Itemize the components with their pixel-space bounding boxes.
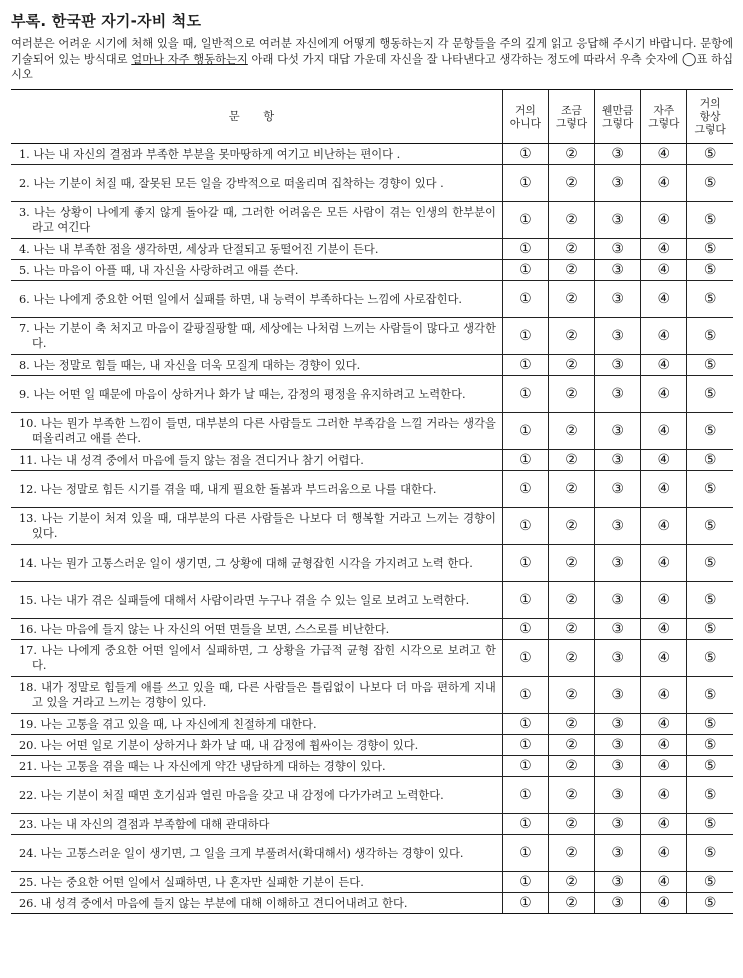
- self-compassion-scale-table: [11, 89, 733, 914]
- item-text: 19. 나는 고통을 겪고 있을 때, 나 자신에게 친절하게 대한다.: [19, 717, 317, 731]
- table-row: [11, 814, 733, 835]
- response-option-4[interactable]: ④: [641, 471, 687, 508]
- response-option-2[interactable]: ②: [548, 355, 594, 376]
- response-option-3[interactable]: ③: [595, 355, 641, 376]
- item-column-header: 문 항: [11, 90, 502, 144]
- instructions-text-1: 여러분은 어려운 시기에 처해 있을 때, 일반적으로 여러분 자신에게 어떻게 행동하는지 각 문항들을 주의 깊게 읽고 응답해 주시기 바랍니다. 문항에 기술되어 있는 방식대로: [11, 37, 733, 66]
- response-option-1[interactable]: ①: [502, 281, 548, 318]
- option-header-label: 웬만큼 그렇다: [602, 103, 634, 130]
- response-option-2[interactable]: ②: [548, 202, 594, 239]
- item-text: 23. 나는 내 자신의 결점과 부족함에 대해 관대하다: [19, 817, 270, 831]
- instructions: [11, 36, 733, 83]
- item-cell: [11, 165, 502, 202]
- item-text: 26. 내 성격 중에서 마음에 들지 않는 부분에 대해 이해하고 견디어내려고 한다.: [19, 896, 408, 910]
- response-option-2[interactable]: ②: [548, 814, 594, 835]
- table-row: [11, 545, 733, 582]
- response-option-1[interactable]: ①: [502, 714, 548, 735]
- response-option-3[interactable]: ③: [595, 471, 641, 508]
- response-option-3[interactable]: ③: [595, 582, 641, 619]
- item-text: 7. 나는 기분이 축 처지고 마음이 갈팡질팡할 때, 세상에는 나처럼 느끼는 사람들이 많다고 생각한다.: [19, 322, 496, 350]
- page-title: 부록. 한국판 자기-자비 척도: [11, 12, 202, 30]
- response-option-5[interactable]: ⑤: [687, 260, 733, 281]
- response-option-4[interactable]: ④: [641, 165, 687, 202]
- response-option-2[interactable]: ②: [548, 545, 594, 582]
- response-option-4[interactable]: ④: [641, 202, 687, 239]
- response-option-3[interactable]: ③: [595, 239, 641, 260]
- response-option-5[interactable]: ⑤: [687, 735, 733, 756]
- response-option-4[interactable]: ④: [641, 508, 687, 545]
- option-header-label: 자주 그렇다: [648, 103, 680, 130]
- response-option-1[interactable]: ①: [502, 144, 548, 165]
- item-cell: [11, 413, 502, 450]
- response-option-5[interactable]: ⑤: [687, 677, 733, 714]
- item-cell: [11, 893, 502, 914]
- table-row: [11, 355, 733, 376]
- table-row: [11, 777, 733, 814]
- item-text: 6. 나는 나에게 중요한 어떤 일에서 실패를 하면, 내 능력이 부족하다는 느낌에 사로잡힌다.: [19, 292, 463, 306]
- response-option-1[interactable]: ①: [502, 872, 548, 893]
- response-option-1[interactable]: ①: [502, 239, 548, 260]
- item-text: 11. 나는 내 성격 중에서 마음에 들지 않는 점을 견디거나 참기 어렵다.: [19, 453, 364, 467]
- response-option-3[interactable]: ③: [595, 508, 641, 545]
- response-option-4[interactable]: ④: [641, 281, 687, 318]
- item-text: 21. 나는 고통을 겪을 때는 나 자신에게 약간 냉담하게 대하는 경향이 있다.: [19, 759, 386, 773]
- response-option-5[interactable]: ⑤: [687, 619, 733, 640]
- response-option-1[interactable]: ①: [502, 508, 548, 545]
- response-option-1[interactable]: ①: [502, 450, 548, 471]
- table-row: [11, 714, 733, 735]
- table-row: [11, 260, 733, 281]
- response-option-2[interactable]: ②: [548, 413, 594, 450]
- table-row: [11, 508, 733, 545]
- response-option-2[interactable]: ②: [548, 450, 594, 471]
- response-option-2[interactable]: ②: [548, 144, 594, 165]
- table-row: [11, 239, 733, 260]
- response-option-2[interactable]: ②: [548, 508, 594, 545]
- item-text: 25. 나는 중요한 어떤 일에서 실패하면, 나 혼자만 실패한 기분이 든다.: [19, 875, 364, 889]
- table-row: [11, 471, 733, 508]
- table-row: [11, 756, 733, 777]
- response-option-3[interactable]: ③: [595, 165, 641, 202]
- table-row: [11, 835, 733, 872]
- response-option-3[interactable]: ③: [595, 872, 641, 893]
- item-cell: [11, 508, 502, 545]
- response-option-1[interactable]: ①: [502, 640, 548, 677]
- table-header-row: [11, 90, 733, 144]
- item-cell: [11, 756, 502, 777]
- response-option-1[interactable]: ①: [502, 893, 548, 914]
- response-option-5[interactable]: ⑤: [687, 144, 733, 165]
- item-text: 1. 나는 내 자신의 결점과 부족한 부분을 못마땅하게 여기고 비난하는 편이다 .: [19, 147, 401, 161]
- response-option-4[interactable]: ④: [641, 814, 687, 835]
- item-cell: [11, 582, 502, 619]
- response-option-3[interactable]: ③: [595, 619, 641, 640]
- item-cell: [11, 872, 502, 893]
- response-option-3[interactable]: ③: [595, 640, 641, 677]
- item-cell: [11, 376, 502, 413]
- table-row: [11, 893, 733, 914]
- response-option-4[interactable]: ④: [641, 239, 687, 260]
- instructions-underlined: 얼마나 자주 행동하는지: [131, 52, 248, 66]
- response-option-1[interactable]: ①: [502, 376, 548, 413]
- response-option-1[interactable]: ①: [502, 677, 548, 714]
- response-option-4[interactable]: ④: [641, 756, 687, 777]
- item-text: 8. 나는 정말로 힘들 때는, 내 자신을 더욱 모질게 대하는 경향이 있다.: [19, 358, 361, 372]
- response-option-1[interactable]: ①: [502, 318, 548, 355]
- table-row: [11, 376, 733, 413]
- response-option-4[interactable]: ④: [641, 413, 687, 450]
- table-row: [11, 318, 733, 355]
- response-option-2[interactable]: ②: [548, 376, 594, 413]
- response-option-4[interactable]: ④: [641, 777, 687, 814]
- response-option-3[interactable]: ③: [595, 413, 641, 450]
- response-option-2[interactable]: ②: [548, 640, 594, 677]
- response-option-3[interactable]: ③: [595, 260, 641, 281]
- table-row: [11, 677, 733, 714]
- response-option-4[interactable]: ④: [641, 735, 687, 756]
- response-option-5[interactable]: ⑤: [687, 777, 733, 814]
- instructions-text-3: 표 하십시오: [11, 52, 733, 81]
- response-option-2[interactable]: ②: [548, 677, 594, 714]
- option-header-label: 거의 아니다: [509, 103, 542, 130]
- option-header-label: 조금 그렇다: [555, 103, 588, 130]
- item-text: 22. 나는 기분이 처질 때면 호기심과 열린 마음을 갖고 내 감정에 다가가려고 노력한다.: [19, 788, 444, 802]
- response-option-4[interactable]: ④: [641, 640, 687, 677]
- response-option-3[interactable]: ③: [595, 281, 641, 318]
- response-option-1[interactable]: ①: [502, 619, 548, 640]
- response-option-1[interactable]: ①: [502, 202, 548, 239]
- response-option-3[interactable]: ③: [595, 835, 641, 872]
- response-option-2[interactable]: ②: [548, 165, 594, 202]
- option-header: [548, 90, 594, 144]
- table-row: [11, 735, 733, 756]
- item-cell: [11, 239, 502, 260]
- item-cell: [11, 835, 502, 872]
- item-text: 17. 나는 나에게 중요한 어떤 일에서 실패하면, 그 상황을 가급적 균형 잡힌 시각으로 보려고 한다.: [19, 644, 496, 672]
- response-option-4[interactable]: ④: [641, 545, 687, 582]
- table-row: [11, 413, 733, 450]
- response-option-5[interactable]: ⑤: [687, 582, 733, 619]
- response-option-3[interactable]: ③: [595, 814, 641, 835]
- item-cell: [11, 281, 502, 318]
- response-option-2[interactable]: ②: [548, 582, 594, 619]
- response-option-2[interactable]: ②: [548, 471, 594, 508]
- response-option-5[interactable]: ⑤: [687, 814, 733, 835]
- item-text: 15. 나는 내가 겪은 실패들에 대해서 사람이라면 누구나 겪을 수 있는 일로 보려고 노력한다.: [19, 593, 470, 607]
- response-option-3[interactable]: ③: [595, 144, 641, 165]
- item-text: 20. 나는 어떤 일로 기분이 상하거나 화가 날 때, 내 감정에 휩싸이는 경향이 있다.: [19, 738, 419, 752]
- table-row: [11, 619, 733, 640]
- response-option-2[interactable]: ②: [548, 756, 594, 777]
- response-option-5[interactable]: ⑤: [687, 165, 733, 202]
- table-row: [11, 281, 733, 318]
- response-option-5[interactable]: ⑤: [687, 202, 733, 239]
- response-option-1[interactable]: ①: [502, 260, 548, 281]
- response-option-2[interactable]: ②: [548, 777, 594, 814]
- response-option-5[interactable]: ⑤: [687, 714, 733, 735]
- instructions-text-2: 아래 다섯 가지 대답 가운데 자신을 잘 나타낸다고 생각하는 정도에 따라서 우측 숫자에: [247, 52, 682, 66]
- item-text: 13. 나는 기분이 처져 있을 때, 대부분의 다른 사람들은 나보다 더 행복할 거라고 느끼는 경향이 있다.: [19, 512, 496, 540]
- response-option-5[interactable]: ⑤: [687, 413, 733, 450]
- item-cell: [11, 202, 502, 239]
- item-text: 9. 나는 어떤 일 때문에 마음이 상하거나 화가 날 때는, 감정의 평정을 유지하려고 노력한다.: [19, 387, 466, 401]
- response-option-3[interactable]: ③: [595, 376, 641, 413]
- table-row: [11, 640, 733, 677]
- response-option-2[interactable]: ②: [548, 260, 594, 281]
- response-option-4[interactable]: ④: [641, 582, 687, 619]
- response-option-5[interactable]: ⑤: [687, 756, 733, 777]
- response-option-4[interactable]: ④: [641, 260, 687, 281]
- response-option-5[interactable]: ⑤: [687, 835, 733, 872]
- table-row: [11, 872, 733, 893]
- response-option-1[interactable]: ①: [502, 756, 548, 777]
- response-option-2[interactable]: ②: [548, 893, 594, 914]
- response-option-4[interactable]: ④: [641, 835, 687, 872]
- response-option-2[interactable]: ②: [548, 714, 594, 735]
- response-option-1[interactable]: ①: [502, 545, 548, 582]
- response-option-4[interactable]: ④: [641, 144, 687, 165]
- item-cell: [11, 450, 502, 471]
- option-header-label: 거의 항상 그렇다: [694, 97, 726, 136]
- item-text: 5. 나는 마음이 아플 때, 내 자신을 사랑하려고 애를 쓴다.: [19, 263, 299, 277]
- response-option-1[interactable]: ①: [502, 777, 548, 814]
- response-option-3[interactable]: ③: [595, 545, 641, 582]
- response-option-3[interactable]: ③: [595, 318, 641, 355]
- response-option-2[interactable]: ②: [548, 872, 594, 893]
- response-option-4[interactable]: ④: [641, 677, 687, 714]
- item-cell: [11, 545, 502, 582]
- item-cell: [11, 471, 502, 508]
- item-cell: [11, 144, 502, 165]
- response-option-1[interactable]: ①: [502, 735, 548, 756]
- item-cell: [11, 260, 502, 281]
- item-cell: [11, 318, 502, 355]
- item-cell: [11, 640, 502, 677]
- option-header: [595, 90, 641, 144]
- response-option-1[interactable]: ①: [502, 814, 548, 835]
- response-option-3[interactable]: ③: [595, 202, 641, 239]
- response-option-2[interactable]: ②: [548, 318, 594, 355]
- item-text: 16. 나는 마음에 들지 않는 나 자신의 어떤 면들을 보면, 스스로를 비난한다.: [19, 622, 390, 636]
- item-cell: [11, 714, 502, 735]
- item-cell: [11, 814, 502, 835]
- option-header: [687, 90, 733, 144]
- table-row: [11, 582, 733, 619]
- item-text: 18. 내가 정말로 힘들게 애를 쓰고 있을 때, 다른 사람들은 틀림없이 나보다 더 마음 편하게 지내고 있을 거라고 느끼는 경향이 있다.: [19, 681, 496, 709]
- response-option-1[interactable]: ①: [502, 355, 548, 376]
- response-option-5[interactable]: ⑤: [687, 376, 733, 413]
- item-text: 12. 나는 정말로 힘든 시기를 겪을 때, 내게 필요한 돌봄과 부드러움으로 나를 대한다.: [19, 482, 437, 496]
- response-option-4[interactable]: ④: [641, 872, 687, 893]
- item-cell: [11, 619, 502, 640]
- response-option-5[interactable]: ⑤: [687, 508, 733, 545]
- option-header: [641, 90, 687, 144]
- response-option-3[interactable]: ③: [595, 450, 641, 471]
- response-option-4[interactable]: ④: [641, 450, 687, 471]
- response-option-3[interactable]: ③: [595, 735, 641, 756]
- item-text: 10. 나는 뭔가 부족한 느낌이 들면, 대부분의 다른 사람들도 그러한 부족감을 느낄 거라는 생각을 떠올리려고 애를 쓴다.: [19, 417, 496, 445]
- response-option-1[interactable]: ①: [502, 413, 548, 450]
- response-option-5[interactable]: ⑤: [687, 318, 733, 355]
- response-option-3[interactable]: ③: [595, 777, 641, 814]
- response-option-5[interactable]: ⑤: [687, 545, 733, 582]
- item-text: 14. 나는 뭔가 고통스러운 일이 생기면, 그 상황에 대해 균형잡힌 시각을 가지려고 노력 한다.: [19, 556, 473, 570]
- response-option-1[interactable]: ①: [502, 835, 548, 872]
- response-option-3[interactable]: ③: [595, 714, 641, 735]
- response-option-2[interactable]: ②: [548, 735, 594, 756]
- response-option-1[interactable]: ①: [502, 471, 548, 508]
- response-option-5[interactable]: ⑤: [687, 893, 733, 914]
- item-text: 24. 나는 고통스러운 일이 생기면, 그 일을 크게 부풀려서(확대해서) 생각하는 경향이 있다.: [19, 846, 464, 860]
- response-option-2[interactable]: ②: [548, 835, 594, 872]
- table-row: [11, 144, 733, 165]
- item-cell: [11, 355, 502, 376]
- response-option-4[interactable]: ④: [641, 318, 687, 355]
- item-cell: [11, 735, 502, 756]
- response-option-2[interactable]: ②: [548, 281, 594, 318]
- response-option-4[interactable]: ④: [641, 355, 687, 376]
- table-row: [11, 450, 733, 471]
- response-option-1[interactable]: ①: [502, 582, 548, 619]
- response-option-4[interactable]: ④: [641, 376, 687, 413]
- item-text: 4. 나는 내 부족한 점을 생각하면, 세상과 단절되고 동떨어진 기분이 든다.: [19, 242, 379, 256]
- response-option-4[interactable]: ④: [641, 619, 687, 640]
- response-option-5[interactable]: ⑤: [687, 640, 733, 677]
- response-option-1[interactable]: ①: [502, 165, 548, 202]
- item-text: 3. 나는 상황이 나에게 좋지 않게 돌아갈 때, 그러한 어려움은 모든 사람이 겪는 인생의 한부분이라고 여긴다: [19, 206, 496, 234]
- response-option-4[interactable]: ④: [641, 893, 687, 914]
- response-option-3[interactable]: ③: [595, 677, 641, 714]
- option-header: [502, 90, 548, 144]
- circle-mark-icon: ◯: [681, 51, 697, 67]
- response-option-3[interactable]: ③: [595, 893, 641, 914]
- response-option-5[interactable]: ⑤: [687, 471, 733, 508]
- item-cell: [11, 777, 502, 814]
- response-option-5[interactable]: ⑤: [687, 450, 733, 471]
- table-row: [11, 202, 733, 239]
- response-option-2[interactable]: ②: [548, 239, 594, 260]
- response-option-5[interactable]: ⑤: [687, 239, 733, 260]
- response-option-5[interactable]: ⑤: [687, 872, 733, 893]
- item-text: 2. 나는 기분이 처질 때, 잘못된 모든 일을 강박적으로 떠올리며 집착하는 경향이 있다 .: [19, 176, 444, 190]
- response-option-4[interactable]: ④: [641, 714, 687, 735]
- response-option-5[interactable]: ⑤: [687, 281, 733, 318]
- table-row: [11, 165, 733, 202]
- response-option-3[interactable]: ③: [595, 756, 641, 777]
- response-option-5[interactable]: ⑤: [687, 355, 733, 376]
- response-option-2[interactable]: ②: [548, 619, 594, 640]
- item-cell: [11, 677, 502, 714]
